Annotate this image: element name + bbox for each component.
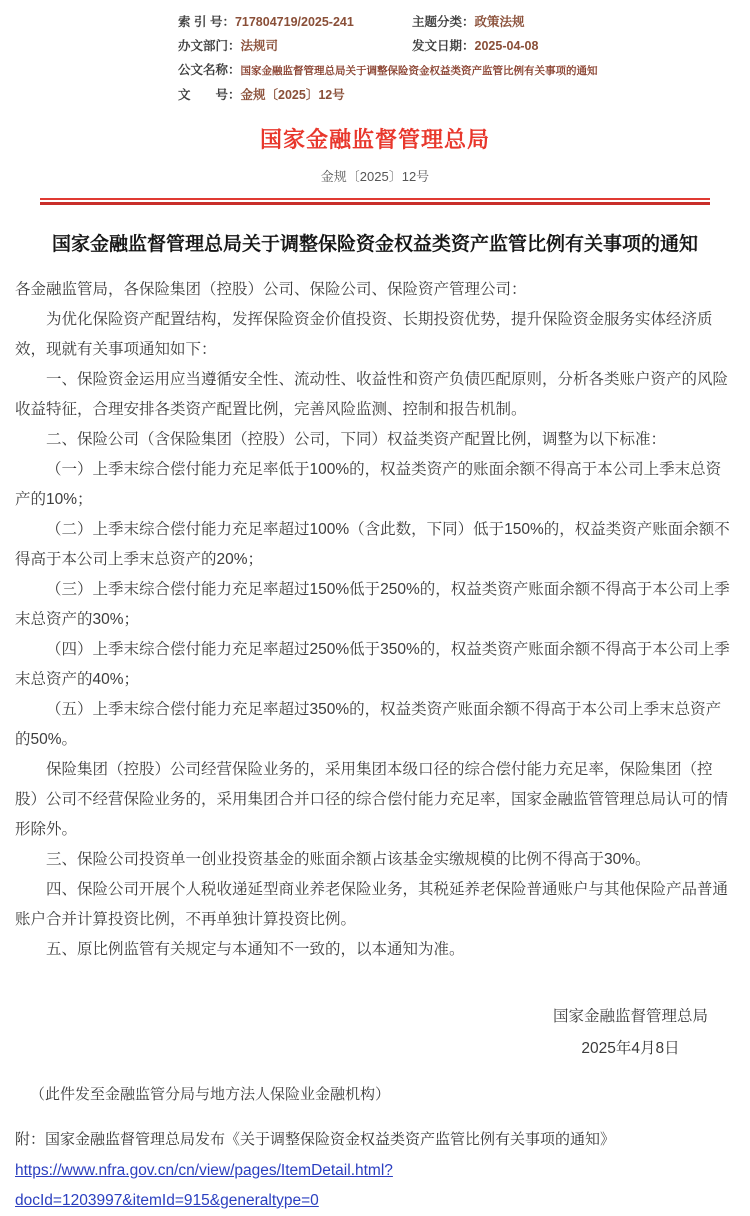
body-paragraph: （三）上季末综合偿付能力充足率超过150%低于250%的，权益类资产账面余额不得高于本公司上季末总资产的30%； [15, 581, 730, 628]
meta-doc-name [178, 58, 598, 83]
signature-date: 2025年4月8日 [581, 1040, 680, 1057]
meta-dept-value: 法规司 [240, 39, 279, 53]
document-number: 金规〔2025〕12号 [320, 169, 430, 184]
body-paragraph: 一、保险资金运用应当遵循安全性、流动性、收益性和资产负债匹配原则，分析各类账户资产的风险收益特征，合理安排各类资产配置比例，完善风险监测、控制和报告机制。 [15, 371, 729, 418]
body-paragraph: 二、保险公司（含保险集团（控股）公司，下同）权益类资产配置比例，调整为以下标准： [46, 431, 667, 448]
meta-doc-number-value: 金规〔2025〕12号 [240, 88, 345, 102]
meta-index-label: 索 引 号： [178, 15, 235, 29]
metadata-row [178, 58, 750, 83]
meta-index [178, 10, 412, 34]
body-paragraph: （四）上季末综合偿付能力充足率超过250%低于350%的，权益类资产账面余额不得高于本公司上季末总资产的40%； [15, 641, 730, 688]
metadata-row [178, 10, 750, 34]
meta-dept [178, 34, 412, 58]
body-paragraph: 保险集团（控股）公司经营保险业务的，采用集团本级口径的综合偿付能力充足率，保险集团（控股）公司不经营保险业务的，采用集团合并口径的综合偿付能力充足率，国家金融监管管理总局认可的情形除外。 [15, 761, 729, 838]
red-divider-rule [40, 198, 710, 205]
meta-date-value: 2025-04-08 [474, 39, 539, 53]
distribution-note: （此件发至金融监管分局与地方法人保险业金融机构） [30, 1086, 391, 1103]
attachment-link-line2[interactable]: docId=1203997&itemId=915&generaltype=0 [15, 1192, 319, 1209]
meta-doc-name-label: 公文名称： [178, 63, 241, 77]
body-paragraph: 三、保险公司投资单一创业投资基金的账面余额占该基金实缴规模的比例不得高于30%。 [46, 851, 651, 868]
signature-org: 国家金融监督管理总局 [552, 1008, 708, 1025]
meta-doc-number-label: 文 号： [178, 88, 241, 102]
metadata-row [178, 83, 750, 107]
document-title: 国家金融监督管理总局关于调整保险资金权益类资产监管比例有关事项的通知 [51, 234, 698, 255]
attachment-link[interactable] [15, 1156, 393, 1216]
meta-topic-value: 政策法规 [474, 15, 525, 29]
body-paragraph: （一）上季末综合偿付能力充足率低于100%的，权益类资产的账面余额不得高于本公司上季末总资产的10%； [15, 461, 722, 508]
body-paragraph: （五）上季末综合偿付能力充足率超过350%的，权益类资产账面余额不得高于本公司上季末总资产的50%。 [15, 701, 722, 748]
metadata-table [178, 10, 750, 107]
body-paragraph: 五、原比例监管有关规定与本通知不一致的，以本通知为准。 [46, 941, 465, 958]
signature-inner [553, 1001, 708, 1065]
attachment-link-line1[interactable]: https://www.nfra.gov.cn/cn/view/pages/ItemDetail.html? [15, 1162, 393, 1179]
meta-doc-name-value: 国家金融监督管理总局关于调整保险资金权益类资产监管比例有关事项的通知 [240, 65, 598, 77]
meta-date-label: 发文日期： [412, 39, 475, 53]
meta-doc-number [178, 83, 345, 107]
salutation: 各金融监管局，各保险集团（控股）公司、保险公司、保险资产管理公司： [15, 281, 527, 298]
meta-topic-label: 主题分类： [412, 15, 475, 29]
meta-dept-label: 办文部门： [178, 39, 241, 53]
body-paragraph: （二）上季末综合偿付能力充足率超过100%（含此数，下同）低于150%的，权益类资产账面余额不得高于本公司上季末总资产的20%； [15, 521, 730, 568]
meta-index-value: 717804719/2025-241 [234, 15, 354, 29]
document-body [15, 275, 735, 965]
signature-block [0, 1001, 708, 1065]
meta-topic [412, 10, 525, 34]
body-paragraph: 四、保险公司开展个人税收递延型商业养老保险业务，其税延养老保险普通账户与其他保险产品普通账户合并计算投资比例，不再单独计算投资比例。 [15, 881, 729, 928]
issuing-authority-title: 国家金融监督管理总局 [259, 127, 490, 152]
meta-date [412, 34, 538, 58]
metadata-row [178, 34, 750, 58]
body-paragraph: 为优化保险资产配置结构，发挥保险资金价值投资、长期投资优势，提升保险资金服务实体经济质效，现就有关事项通知如下： [15, 311, 713, 358]
attachment-line: 附：国家金融监督管理总局发布《关于调整保险资金权益类资产监管比例有关事项的通知》 [15, 1131, 616, 1148]
